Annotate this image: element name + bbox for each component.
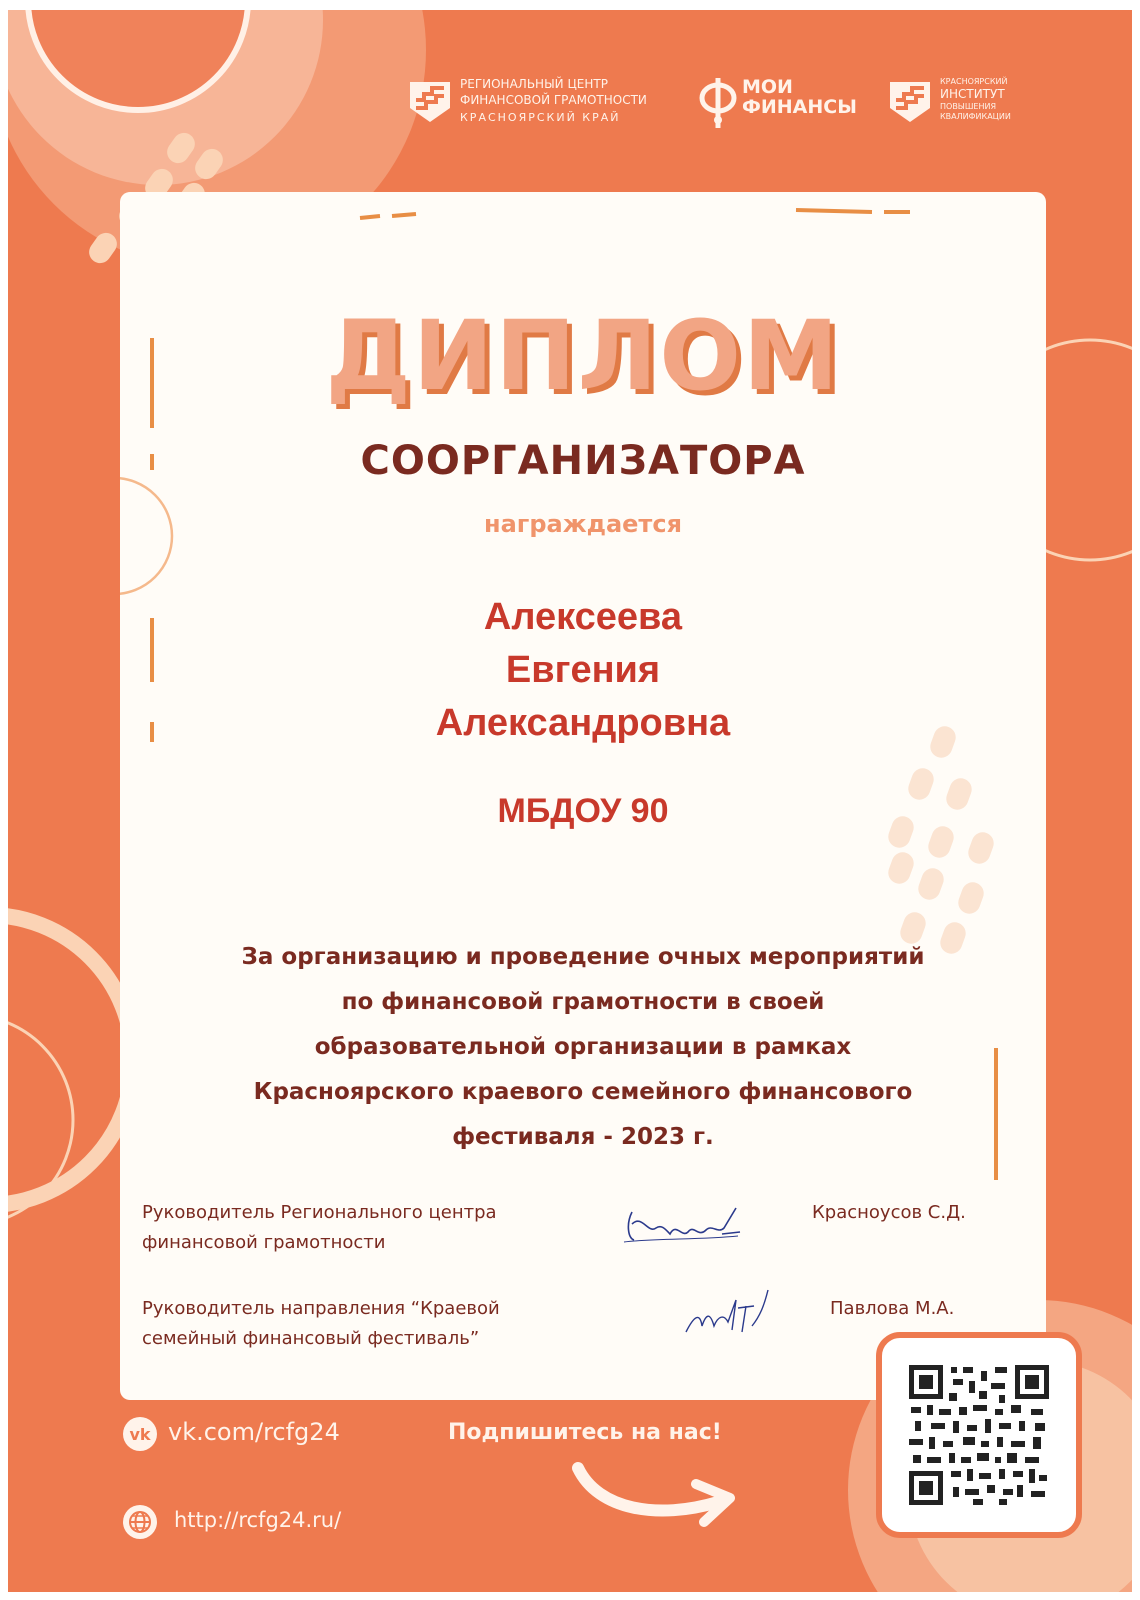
diploma-card (120, 192, 1046, 1400)
institute-logo-line1: КРАСНОЯРСКИЙ (940, 77, 1008, 86)
phi-logo-icon (698, 76, 738, 130)
recipient-surname: Алексеева (483, 596, 683, 638)
signer2-role-line1: Руководитель направления “Краевой (142, 1298, 500, 1319)
signature-2-icon (680, 1286, 780, 1346)
signer1-role-line1: Руководитель Регионального центра (142, 1202, 497, 1223)
signer1-name: Красноусов С.Д. (812, 1202, 966, 1223)
award-reason-line3: образовательной организации в рамках (314, 1034, 852, 1060)
signer2-name: Павлова М.А. (830, 1298, 955, 1319)
award-reason-line4: Красноярского краевого семейного финансового (253, 1079, 913, 1105)
diploma-subtitle: СООРГАНИЗАТОРА (360, 438, 806, 484)
qr-code-icon (909, 1365, 1049, 1505)
website-link[interactable]: http://rcfg24.ru/ (174, 1508, 342, 1532)
vk-link[interactable]: vk.com/rcfg24 (168, 1418, 340, 1446)
regional-center-logo-icon (406, 78, 454, 126)
vk-icon (122, 1416, 158, 1452)
institute-logo-line4: КВАЛИФИКАЦИИ (940, 112, 1011, 121)
curved-arrow-icon (568, 1450, 748, 1530)
institute-logo-icon (886, 78, 934, 126)
moi-finansy-line1: МОИ (742, 76, 793, 98)
diploma-title: ДИПЛОМ (325, 300, 841, 412)
subscribe-label: Подпишитесь на нас! (448, 1420, 722, 1445)
moi-finansy-line2: ФИНАНСЫ (742, 96, 857, 118)
qr-code-frame[interactable] (876, 1332, 1082, 1538)
diploma-poster (8, 10, 1132, 1592)
recipient-organization: МБДОУ 90 (497, 792, 669, 830)
award-reason-line5: фестиваля - 2023 г. (452, 1124, 714, 1150)
signature-1-icon (618, 1194, 748, 1254)
recipient-first-name: Евгения (505, 649, 661, 691)
award-reason-line2: по финансовой грамотности в своей (341, 989, 825, 1015)
institute-logo-line2: ИНСТИТУТ (940, 87, 1005, 101)
award-reason-line1: За организацию и проведение очных мероприятий (241, 944, 925, 970)
regional-center-logo-line3: КРАСНОЯРСКИЙ КРАЙ (460, 111, 621, 124)
globe-icon (122, 1504, 158, 1540)
regional-center-logo-line1: РЕГИОНАЛЬНЫЙ ЦЕНТР (460, 77, 608, 91)
signer2-role-line2: семейный финансовый фестиваль” (142, 1328, 480, 1349)
awarded-label: награждается (484, 510, 682, 538)
signer1-role-line2: финансовой грамотности (142, 1232, 386, 1253)
recipient-patronymic: Александровна (435, 702, 731, 744)
svg-text:vk: vk (129, 1425, 151, 1444)
institute-logo-line3: ПОВЫШЕНИЯ (940, 102, 997, 111)
regional-center-logo-line2: ФИНАНСОВОЙ ГРАМОТНОСТИ (460, 93, 647, 107)
